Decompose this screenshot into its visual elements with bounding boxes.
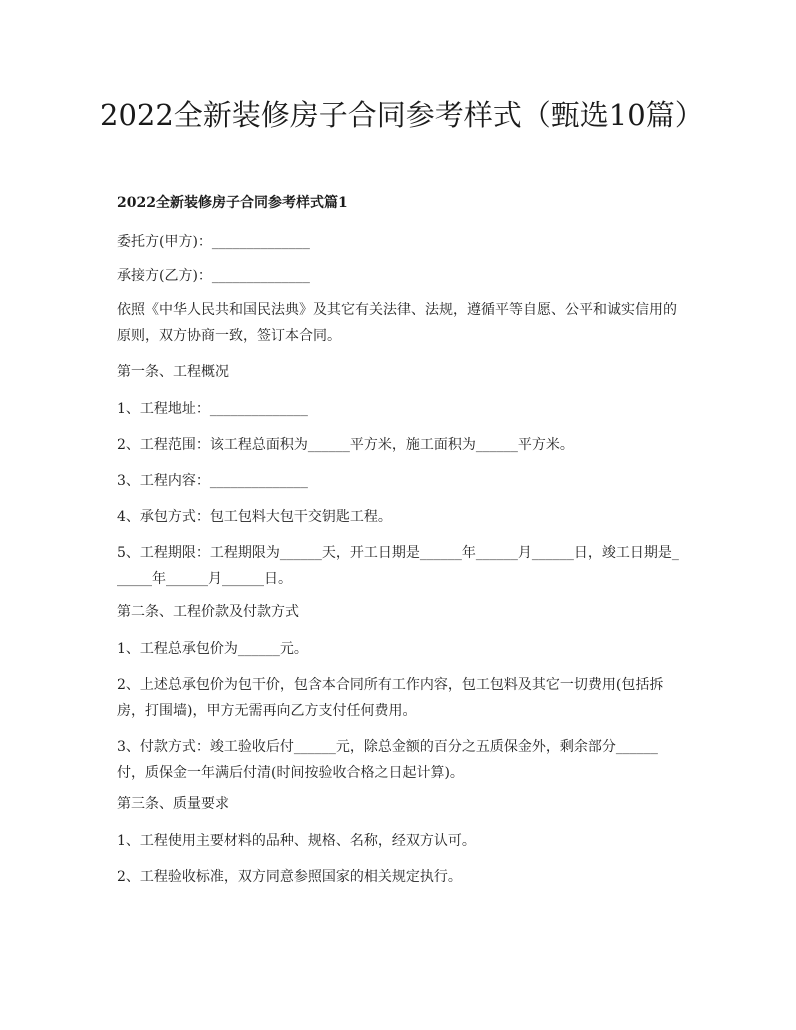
- article-1-heading: 第一条、工程概况: [117, 364, 229, 380]
- document-title: 2022全新装修房子合同参考样式（甄选10篇）: [100, 98, 704, 132]
- clause-1-4: 4、承包方式：包工包料大包干交钥匙工程。: [117, 509, 392, 525]
- clause-2-1: 1、工程总承包价为______元。: [117, 641, 308, 657]
- preamble-paragraph: 依照《中华人民共和国民法典》及其它有关法律、法规，遵循平等自愿、公平和诚实信用的原则，双方协商一致，签订本合同。: [117, 302, 677, 344]
- clause-1-3: 3、工程内容：______________: [117, 473, 308, 489]
- clause-3-2: 2、工程验收标准，双方同意参照国家的相关规定执行。: [117, 869, 462, 885]
- clause-2-3: 3、付款方式：竣工验收后付______元，除总金额的百分之五质保金外，剩余部分______付，质保金一年满后付清(时间按验收合格之日起计算)。: [117, 739, 658, 781]
- clause-1-2: 2、工程范围：该工程总面积为______平方米，施工面积为______平方米。: [117, 437, 574, 453]
- article-3-heading: 第三条、质量要求: [117, 796, 229, 812]
- party-a-line: 委托方(甲方)：______________: [117, 234, 310, 250]
- clause-3-1: 1、工程使用主要材料的品种、规格、名称，经双方认可。: [117, 833, 476, 849]
- clause-2-2: 2、上述总承包价为包干价，包含本合同所有工作内容，包工包料及其它一切费用(包括拆房，打围墙)，甲方无需再向乙方支付任何费用。: [117, 677, 664, 719]
- article-2-heading: 第二条、工程价款及付款方式: [117, 604, 299, 620]
- party-b-line: 承接方(乙方)：______________: [117, 268, 310, 284]
- clause-1-5: 5、工程期限：工程期限为______天，开工日期是______年______月______日，竣工日期是______年______月______日。: [117, 545, 679, 587]
- clause-1-1: 1、工程地址：______________: [117, 401, 308, 417]
- section-heading: 2022全新装修房子合同参考样式篇1: [117, 195, 348, 211]
